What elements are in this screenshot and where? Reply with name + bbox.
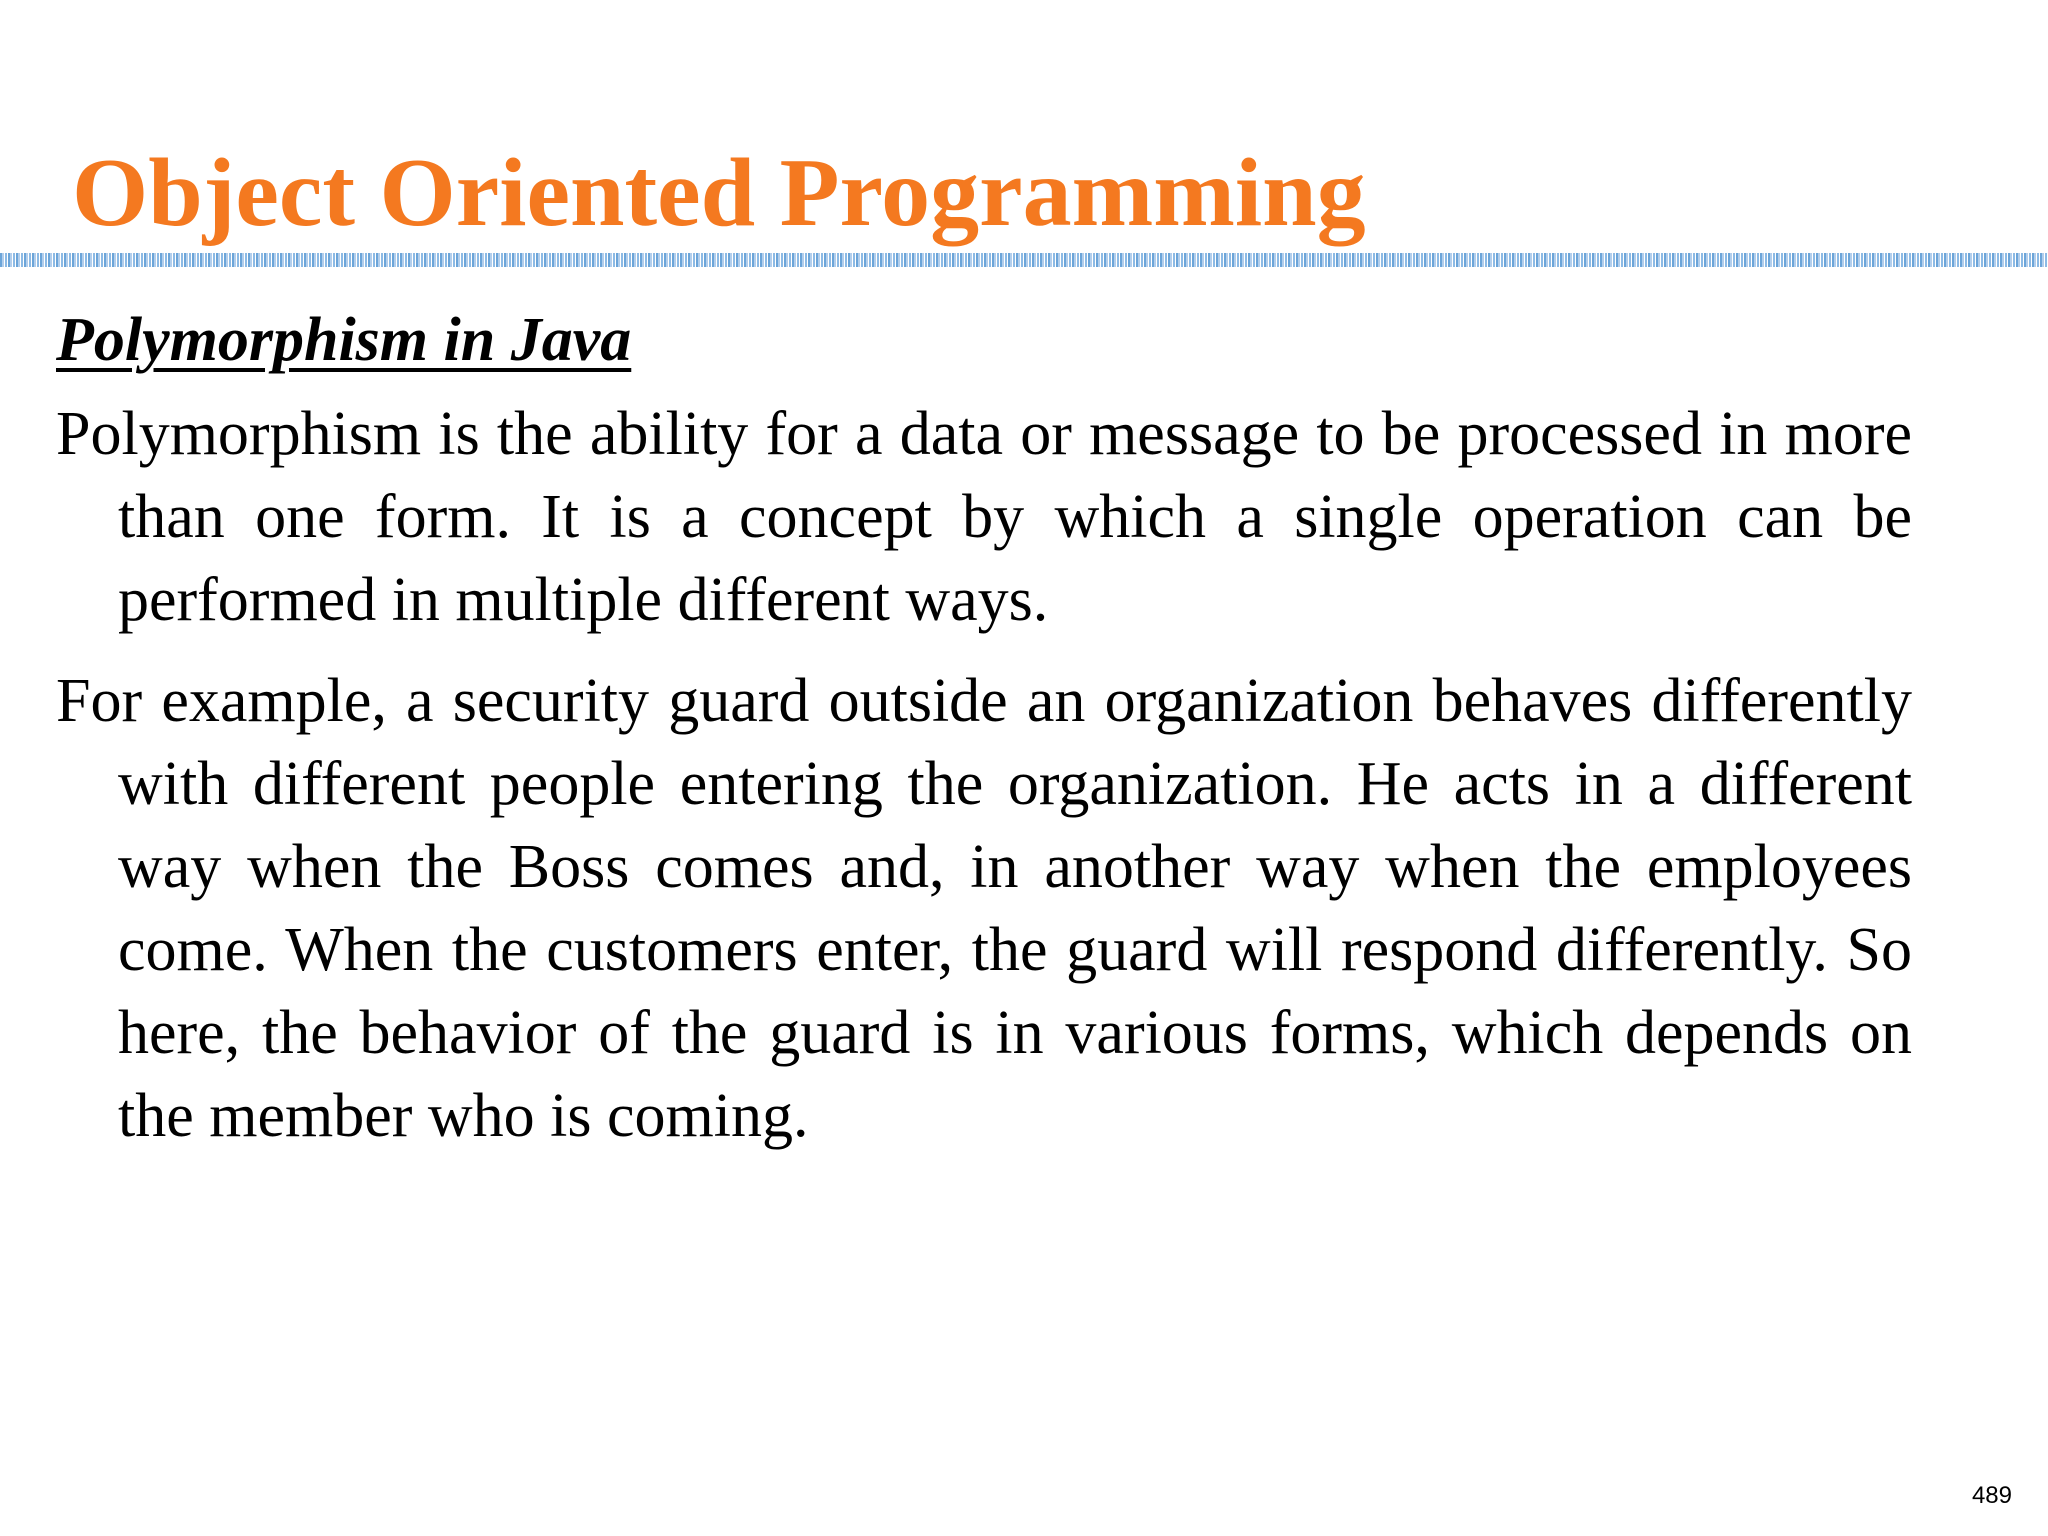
subheading: Polymorphism in Java [56,306,632,374]
slide-content [56,300,1912,1176]
paragraph-example: For example, a security guard outside an organization behaves differently with different people entering the organization. He acts in a different way when the Boss comes and, in another way when the employees come. When the customers enter, the guard will respond differently. So here, the behavior of the guard is in various forms, which depends on the member who is coming. [56,666,1912,1150]
page-number: 489 [1971,1482,2012,1509]
title-divider [0,253,2048,267]
paragraph-definition: Polymorphism is the ability for a data or message to be processed in more than one form. It is a concept by which a single operation can be performed in multiple different ways. [56,399,1912,634]
slide-title: Object Oriented Programming [72,139,1366,247]
